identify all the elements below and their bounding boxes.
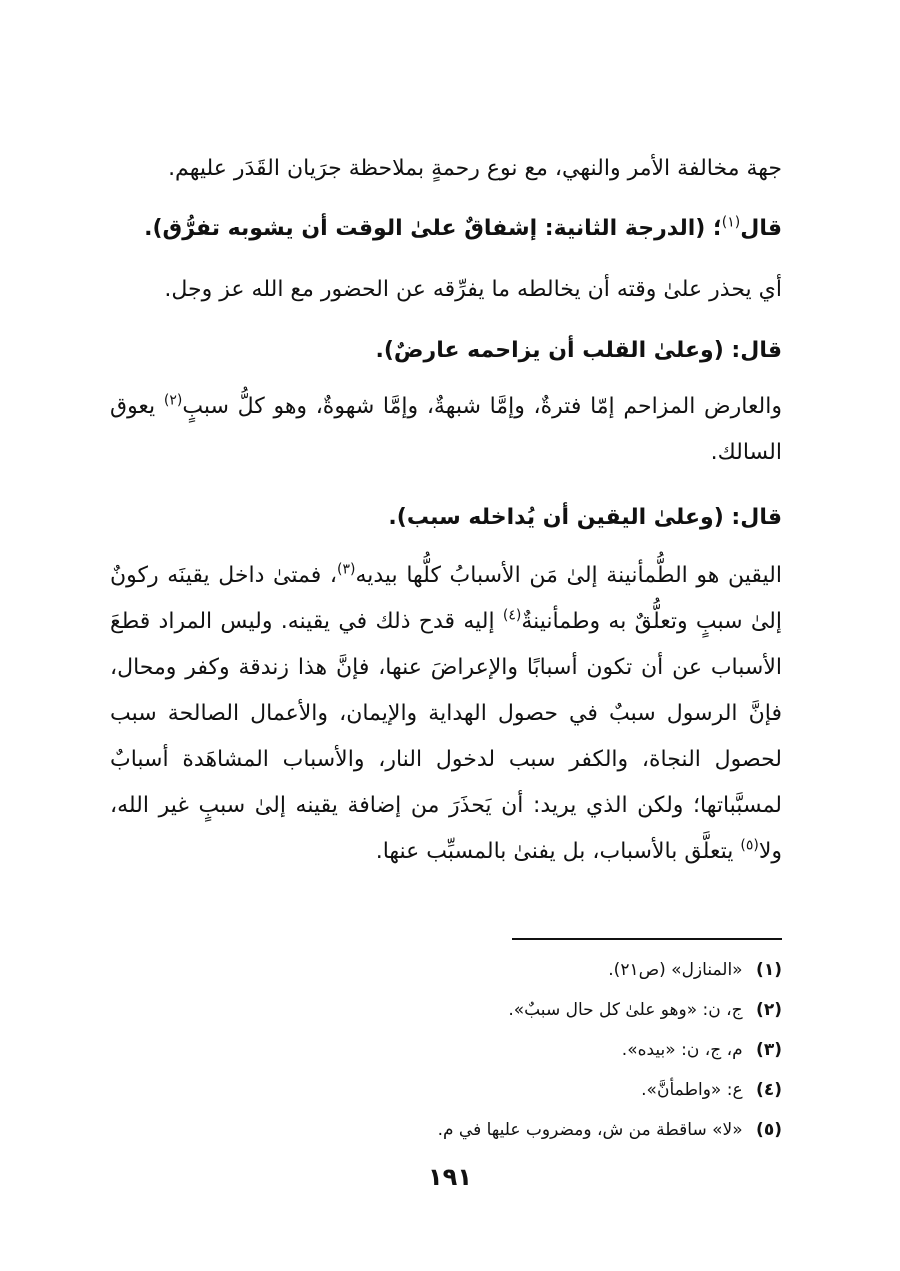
footnote-separator: [512, 938, 782, 940]
paragraph-text: ، فمتىٰ داخل يقينَه ركونٌ إلىٰ سببٍ وتعلُّقٌ به وطمأنينةٌ: [110, 563, 782, 634]
paragraph-text: جهة مخالفة الأمر والنهي، مع نوع رحمةٍ بملاحظة جرَيان القَدَر عليهم.: [168, 156, 782, 181]
footnote-text: ع: «واطمأنَّ».: [641, 1080, 743, 1100]
footnote-number: (١): [756, 960, 782, 980]
qala-label: قال: [740, 216, 782, 241]
paragraph-explanation-certainty: [110, 553, 782, 875]
page-number: ١٩١: [428, 1163, 472, 1191]
paragraph-text: أي يحذر علىٰ وقته أن يخالطه ما يفرِّقه عن الحضور مع الله عز وجل.: [164, 277, 782, 302]
paragraph-text: يعوق السالك.: [110, 394, 782, 465]
footnote-ref-3[interactable]: (٣): [336, 561, 356, 578]
footnote-text: «المنازل» (ص٢١).: [608, 960, 743, 980]
paragraph-continuation: [110, 146, 782, 192]
footnote-item: [142, 1072, 782, 1112]
footnote-ref-4[interactable]: (٤): [502, 607, 522, 624]
footnote-ref-1[interactable]: (١): [721, 214, 741, 231]
footnote-item: [142, 1032, 782, 1072]
footnote-item: [142, 1112, 782, 1152]
footnote-number: (٥): [756, 1120, 782, 1140]
footnotes-list: [142, 952, 782, 1152]
footnote-number: (٢): [756, 1000, 782, 1020]
paragraph-explanation-time: [110, 267, 782, 313]
footnote-text: م، ج، ن: «بيده».: [621, 1040, 743, 1060]
paragraph-qala-certainty: [110, 495, 782, 541]
paragraph-text: إليه قدح ذلك في يقينه. وليس المراد قطعَ الأسباب عن أن تكون أسبابًا والإعراضَ عنها، فإنَّ هذا زندقة وكفر ومحال، فإنَّ الرسول سببٌ في حصول الهداية والإيمان، والأعمال الصالحة سبب لحصول النجاة، والكفر سبب لدخول النار، والأسباب المشاهَدة أسبابٌ لمسبَّباتها؛ ولكن الذي يريد: أن يَحذَرَ من إضافة يقينه إلىٰ سببٍ غير الله، ولا: [110, 609, 782, 864]
footnote-ref-5[interactable]: (٥): [740, 837, 759, 854]
footnote-number: (٣): [756, 1040, 782, 1060]
paragraph-qala-second-degree: [110, 206, 782, 252]
qala-label: قال: [740, 338, 782, 363]
footnote-text: ج، ن: «وهو علىٰ كل حال سببٌ».: [508, 1000, 743, 1020]
paragraph-explanation-obstacle: [110, 384, 782, 476]
quoted-text: : (وعلىٰ القلب أن يزاحمه عارضٌ).: [375, 338, 741, 363]
quoted-text: ؛ (الدرجة الثانية: إشفاقٌ علىٰ الوقت أن يشوبه تفرُّق).: [144, 216, 722, 241]
footnote-item: [142, 952, 782, 992]
quoted-text: : (وعلىٰ اليقين أن يُداخله سبب).: [388, 505, 741, 530]
paragraph-qala-heart: [110, 328, 782, 374]
paragraph-text: يتعلَّق بالأسباب، بل يفنىٰ بالمسبِّب عنها.: [375, 839, 741, 864]
qala-label: قال: [740, 505, 782, 530]
footnote-item: [142, 992, 782, 1032]
footnote-text: «لا» ساقطة من ش، ومضروب عليها في م.: [437, 1120, 743, 1140]
paragraph-text: اليقين هو الطُّمأنينة إلىٰ مَن الأسبابُ كلُّها بيديه: [355, 563, 782, 588]
paragraph-text: والعارض المزاحم إمّا فترةٌ، وإمَّا شبهةٌ، وإمَّا شهوةٌ، وهو كلُّ سببٍ: [182, 394, 782, 419]
footnote-ref-2[interactable]: (٢): [163, 392, 183, 409]
footnote-number: (٤): [756, 1080, 782, 1100]
